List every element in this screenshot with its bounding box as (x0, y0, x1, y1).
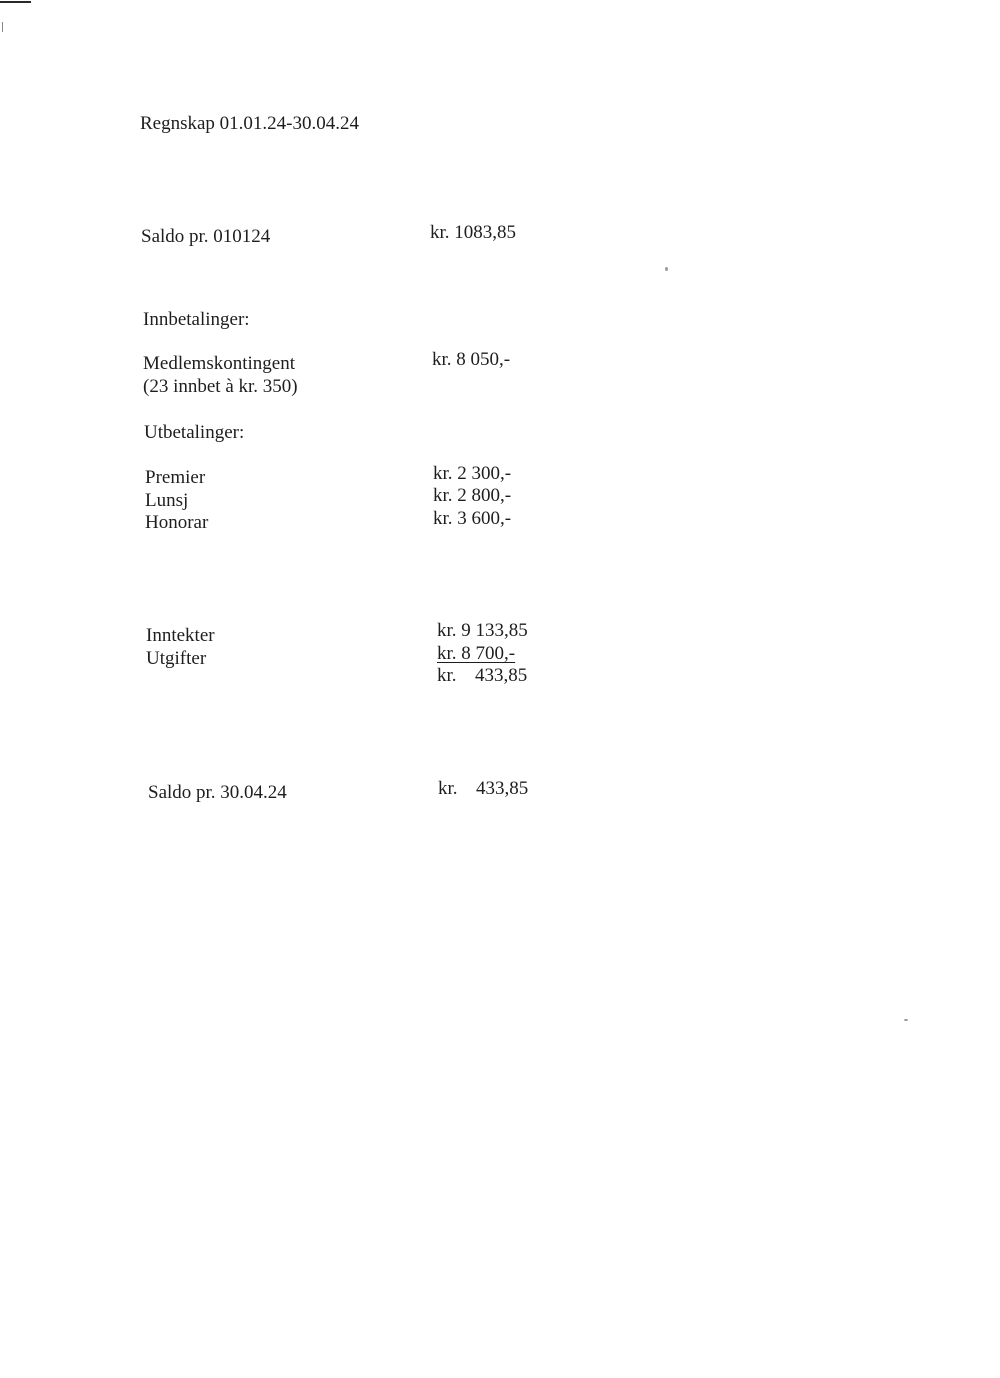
summary-income-label: Inntekter (146, 625, 215, 646)
summary-expense-label: Utgifter (146, 648, 207, 669)
closing-balance-label: Saldo pr. 30.04.24 (148, 782, 287, 803)
expense-item-amount: kr. 2 800,- (433, 485, 512, 506)
expense-heading: Utbetalinger: (144, 422, 245, 443)
summary-income-amount: kr. 9 133,85 (437, 620, 528, 641)
closing-balance-value: 433,85 (476, 778, 529, 799)
income-heading: Innbetalinger: (143, 309, 250, 330)
closing-balance-kr: kr. (438, 778, 458, 799)
document-title: Regnskap 01.01.24-30.04.24 (140, 113, 360, 134)
income-item-label: Medlemskontingent (143, 353, 295, 374)
scan-edge-mark (0, 1, 31, 3)
closing-balance-amount (438, 777, 528, 800)
expense-item-label: Honorar (145, 512, 209, 533)
summary-result-amount: 433,85 (475, 665, 528, 686)
scan-speck (665, 267, 668, 271)
expense-item-amount: kr. 2 300,- (433, 463, 512, 484)
opening-balance-label: Saldo pr. 010124 (141, 226, 271, 247)
summary-expense-amount: kr. 8 700,- (437, 643, 516, 664)
income-item-sublabel: (23 innbet à kr. 350) (143, 376, 298, 397)
income-item-amount: kr. 8 050,- (432, 349, 511, 370)
scan-edge-mark-vertical (2, 22, 3, 32)
expense-item-label: Premier (145, 467, 206, 488)
expense-item-amount: kr. 3 600,- (433, 508, 512, 529)
expense-item-label: Lunsj (145, 490, 189, 511)
opening-balance-amount: kr. 1083,85 (430, 222, 517, 243)
summary-result (437, 664, 527, 687)
scan-speck (904, 1019, 908, 1021)
summary-result-kr: kr. (437, 665, 457, 686)
